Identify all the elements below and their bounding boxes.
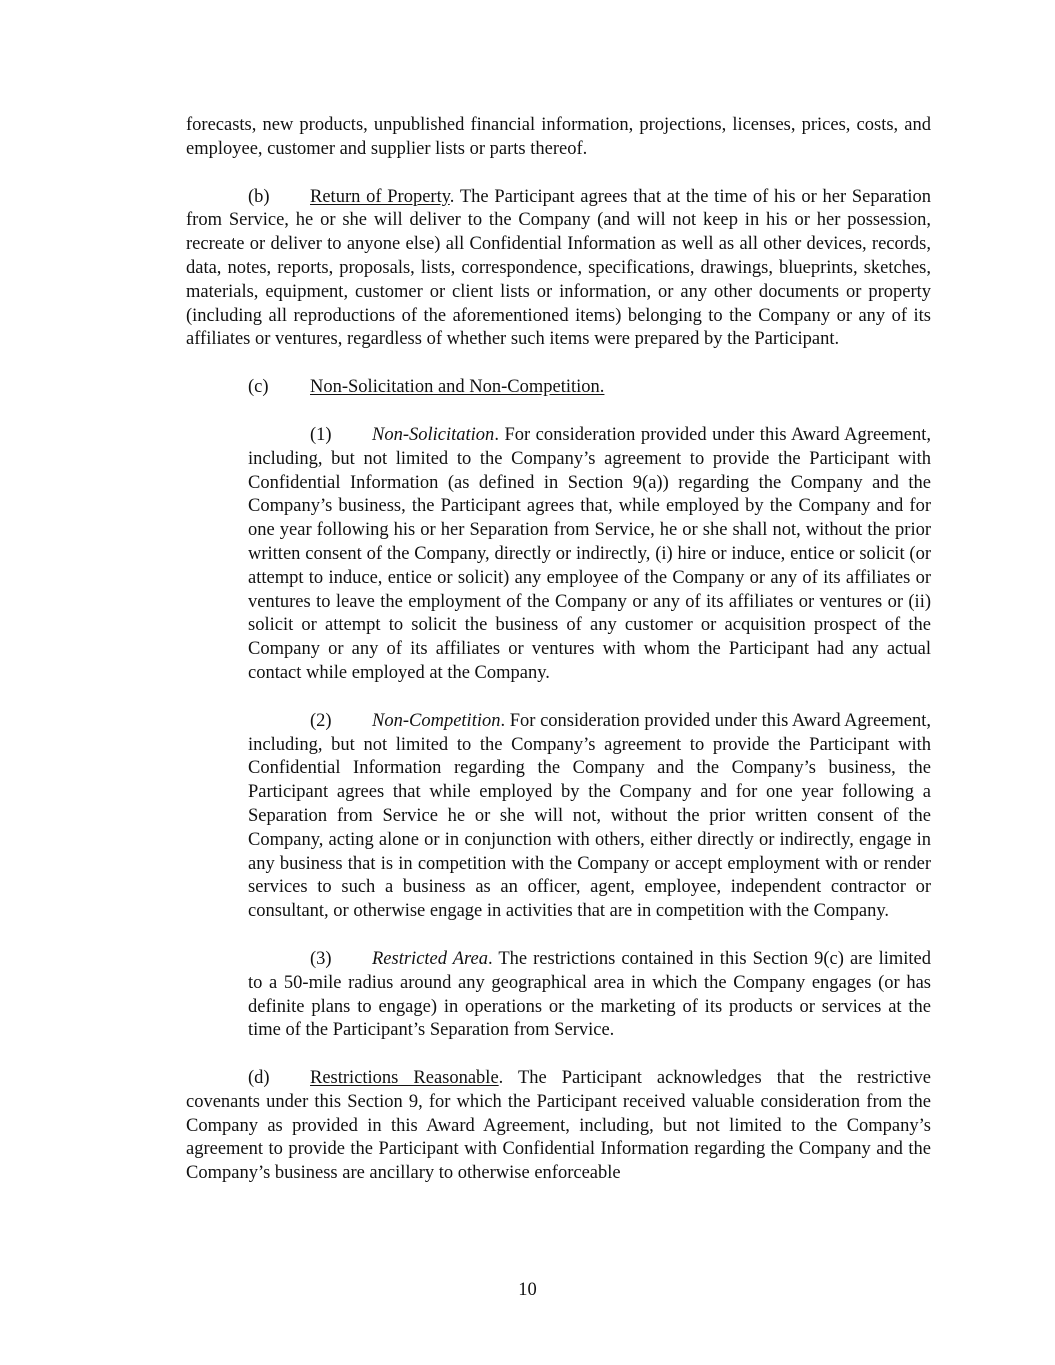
subsection-2-heading: Non-Competition — [372, 710, 501, 731]
section-d-text: The Participant acknowledges that the restrictive covenants under this Section 9, for which the Participant received valuable consideration from the Company as provided in this Award Agreement, including, but not limited to the Company’s agreement to provide the Participant with Confidential Information regarding the Company and the Company’s business are ancillary to otherwise enforceable — [186, 1068, 932, 1184]
section-c-paragraph — [186, 376, 931, 400]
section-b-heading-punct: . — [449, 186, 455, 207]
subsection-3-label: (3) — [310, 948, 332, 969]
section-d-heading-punct: . — [498, 1068, 504, 1089]
section-b-paragraph — [186, 186, 931, 353]
subsection-1-text: . For consideration provided under this Award Agreement, including, but not limited to the Company’s agreement to provide the Participant with Confidential Information (as defined in Section 9(a)) regarding the Company and the Company’s business, the Participant agrees that, while employed by the Company and for one year following his or her Separation from Service, he or she shall not, without the prior written consent of the Company, directly or indirectly, (i) hire or induce, entice or solicit (or attempt to induce, entice or solicit) any employee of the Company or any of its affiliates or ventures to leave the employment of the Company or any of its affiliates or ventures or (ii) solicit or attempt to solicit the business of any customer or acquisition prospect of the Company or any of its affiliates or ventures with whom the Participant had any actual contact while employed at the Company. — [248, 424, 931, 683]
subsection-2-paragraph — [248, 710, 931, 924]
subsection-3-paragraph — [248, 948, 931, 1043]
continuation-paragraph — [186, 114, 931, 162]
section-d-label: (d) — [248, 1068, 270, 1089]
section-c-label: (c) — [248, 377, 269, 398]
subsection-2-label: (2) — [310, 710, 332, 731]
continuation-text: forecasts, new products, unpublished financial information, projections, licenses, prices, costs, and employee, customer and supplier lists or parts thereof. — [186, 115, 931, 159]
document-body — [186, 114, 931, 1210]
section-d-paragraph — [186, 1067, 931, 1186]
section-b-label: (b) — [248, 186, 270, 207]
section-b-text: The Participant agrees that at the time of his or her Separation from Service, he or she will deliver to the Company (and will not keep in his or her possession, recreate or deliver to anyone else) all Confidential Information as well as all other devices, records, data, notes, reports, proposals, lists, correspondence, specifications, drawings, blueprints, sketches, materials, equipment, customer or client lists or information, or any other documents or property (including all reproductions of the aforementioned items) belonging to the Company or any of its affiliates or ventures, regardless of whether such items were prepared by the Participant. — [186, 186, 931, 350]
subsection-1-heading: Non-Solicitation — [372, 424, 495, 445]
subsection-3-text: . The restrictions contained in this Section 9(c) are limited to a 50-mile radius around any geographical area in which the Company engages (or has definite plans to engage) in operations or the marketing of its products or services at the time of the Participant’s Separation from Service. — [248, 948, 931, 1041]
subsection-2-text: . For consideration provided under this Award Agreement, including, but not limited to the Company’s agreement to provide the Participant with Confidential Information regarding the Company and the Company’s business, the Participant agrees that while employed by the Company and for one year following a Separation from Service he or she will not, without the prior written consent of the Company, acting alone or in conjunction with others, either directly or indirectly, engage in any business that is in competition with the Company or accept employment with or render services to such a business as an officer, agent, employee, independent contractor or consultant, or otherwise engage in activities that are in competition with the Company. — [248, 710, 931, 922]
section-c-heading: Non-Solicitation and Non-Competition. — [310, 377, 605, 398]
page-number: 10 — [518, 1280, 537, 1300]
subsection-3-heading: Restricted Area — [372, 948, 488, 969]
section-d-heading: Restrictions Reasonable — [310, 1068, 499, 1089]
subsection-1-paragraph — [248, 424, 931, 686]
subsection-1-label: (1) — [310, 424, 332, 445]
section-b-heading: Return of Property — [310, 186, 450, 207]
